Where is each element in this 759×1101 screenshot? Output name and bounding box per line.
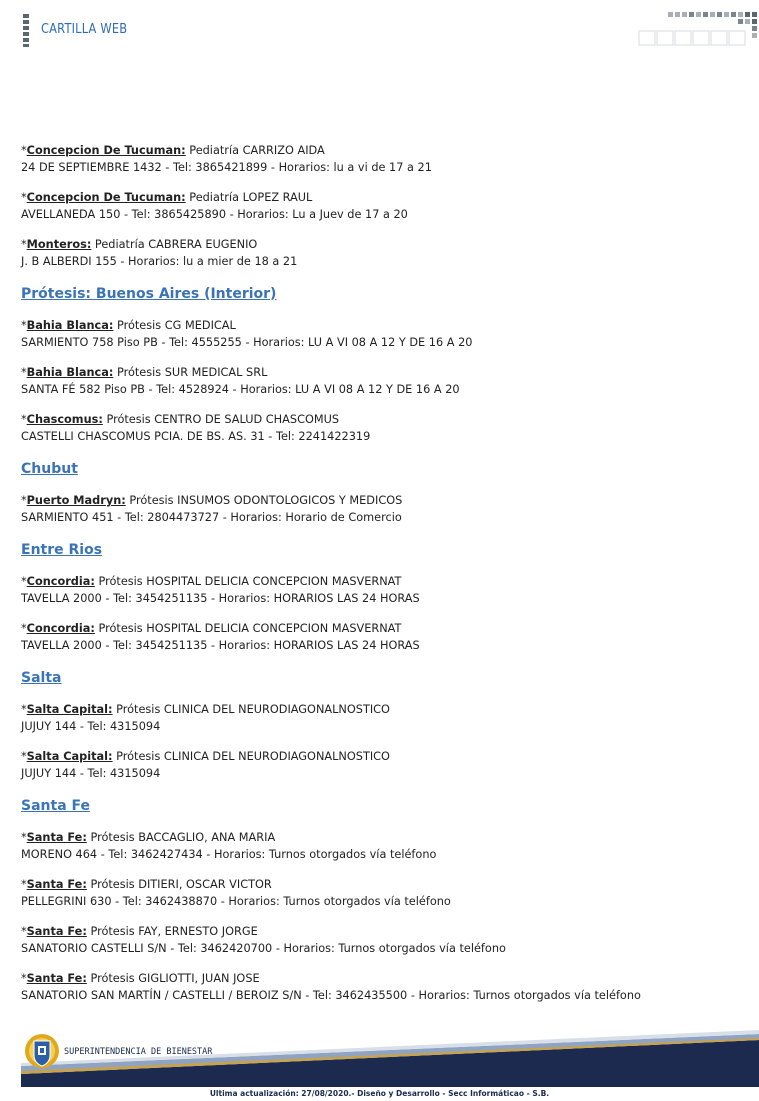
entry-detail: AVELLANEDA 150 - Tel: 3865425890 - Horarios: Lu a Juev de 17 a 20 xyxy=(21,208,408,221)
entry-description: Prótesis CLINICA DEL NEURODIAGONALNOSTICO xyxy=(112,703,390,716)
organization-logo xyxy=(24,1033,60,1069)
entry-description: Prótesis CG MEDICAL xyxy=(113,319,236,332)
list-item xyxy=(21,923,506,957)
entry-title-line: *Bahia Blanca: Prótesis SUR MEDICAL SRL xyxy=(21,366,268,379)
entry-title-line: *Santa Fe: Prótesis BACCAGLIO, ANA MARIA xyxy=(21,831,276,844)
entry-detail: CASTELLI CHASCOMUS PCIA. DE BS. AS. 31 - Tel: 2241422319 xyxy=(21,430,371,443)
footer-update-text: Ultima actualización: 27/08/2020.- Diseño y Desarrollo - Secc Informáticao - S.B. xyxy=(209,1089,550,1098)
entry-description: Prótesis HOSPITAL DELICIA CONCEPCION MASVERNAT xyxy=(94,575,402,588)
page-title: CARTILLA WEB xyxy=(41,22,128,37)
entry-title-line: *Concepcion De Tucuman: Pediatría LOPEZ RAUL xyxy=(21,191,313,204)
list-item xyxy=(21,492,402,526)
entry-city: Concepcion De Tucuman: xyxy=(26,144,186,157)
list-item xyxy=(21,829,436,863)
entry-city: Salta Capital: xyxy=(26,703,113,716)
entry-city: Chascomus: xyxy=(26,413,103,426)
section-heading: Prótesis: Buenos Aires (Interior) xyxy=(21,286,277,302)
entry-detail: SANATORIO SAN MARTÍN / CASTELLI / BEROIZ S/N - Tel: 3462435500 - Horarios: Turnos otorgados vía teléfono xyxy=(21,989,641,1002)
list-item xyxy=(21,317,472,351)
list-item xyxy=(21,748,390,782)
entry-description: Pediatría LOPEZ RAUL xyxy=(185,191,313,204)
header-bar-decoration xyxy=(23,14,29,47)
entry-city: Concepcion De Tucuman: xyxy=(26,191,186,204)
entry-description: Prótesis GIGLIOTTI, JUAN JOSE xyxy=(86,972,260,985)
entry-city: Santa Fe: xyxy=(26,925,87,938)
list-item xyxy=(21,970,641,1004)
entry-detail: TAVELLA 2000 - Tel: 3454251135 - Horarios: HORARIOS LAS 24 HORAS xyxy=(21,639,420,652)
entry-city: Santa Fe: xyxy=(26,831,87,844)
entry-city: Concordia: xyxy=(26,622,95,635)
entry-description: Prótesis CENTRO DE SALUD CHASCOMUS xyxy=(102,413,340,426)
list-item xyxy=(21,701,390,735)
entry-title-line: *Salta Capital: Prótesis CLINICA DEL NEURODIAGONALNOSTICO xyxy=(21,750,390,763)
entry-detail: 24 DE SEPTIEMBRE 1432 - Tel: 3865421899 - Horarios: lu a vi de 17 a 21 xyxy=(21,161,432,174)
entry-detail: SANTA FÉ 582 Piso PB - Tel: 4528924 - Horarios: LU A VI 08 A 12 Y DE 16 A 20 xyxy=(21,383,460,396)
entry-city: Bahia Blanca: xyxy=(26,319,114,332)
entry-description: Prótesis CLINICA DEL NEURODIAGONALNOSTICO xyxy=(112,750,390,763)
entry-description: Prótesis SUR MEDICAL SRL xyxy=(113,366,268,379)
entry-title-line: *Concordia: Prótesis HOSPITAL DELICIA CONCEPCION MASVERNAT xyxy=(21,575,402,588)
section-heading: Santa Fe xyxy=(21,798,91,814)
entry-detail: SARMIENTO 758 Piso PB - Tel: 4555255 - Horarios: LU A VI 08 A 12 Y DE 16 A 20 xyxy=(21,336,473,349)
entry-detail: SANATORIO CASTELLI S/N - Tel: 3462420700 - Horarios: Turnos otorgados vía teléfono xyxy=(21,942,506,955)
list-item xyxy=(21,364,460,398)
entry-detail: JUJUY 144 - Tel: 4315094 xyxy=(21,767,161,780)
entry-description: Prótesis DITIERI, OSCAR VICTOR xyxy=(86,878,272,891)
entry-city: Monteros: xyxy=(26,238,92,251)
list-item xyxy=(21,189,408,223)
entry-detail: JUJUY 144 - Tel: 4315094 xyxy=(21,720,161,733)
list-item xyxy=(21,876,451,910)
section-heading: Chubut xyxy=(21,461,78,477)
entry-city: Santa Fe: xyxy=(26,878,87,891)
entry-city: Bahia Blanca: xyxy=(26,366,114,379)
footer-banner-decoration xyxy=(21,1030,759,1087)
entry-title-line: *Concepcion De Tucuman: Pediatría CARRIZO AIDA xyxy=(21,144,325,157)
list-item xyxy=(21,236,297,270)
entry-description: Pediatría CABRERA EUGENIO xyxy=(91,238,258,251)
entry-description: Prótesis FAY, ERNESTO JORGE xyxy=(86,925,258,938)
entry-detail: PELLEGRINI 630 - Tel: 3462438870 - Horarios: Turnos otorgados vía teléfono xyxy=(21,895,451,908)
entry-description: Prótesis HOSPITAL DELICIA CONCEPCION MASVERNAT xyxy=(94,622,402,635)
entry-description: Prótesis BACCAGLIO, ANA MARIA xyxy=(86,831,276,844)
entry-title-line: *Concordia: Prótesis HOSPITAL DELICIA CONCEPCION MASVERNAT xyxy=(21,622,402,635)
section-heading: Salta xyxy=(21,670,62,686)
entry-detail: MORENO 464 - Tel: 3462427434 - Horarios: Turnos otorgados vía teléfono xyxy=(21,848,437,861)
entry-detail: SARMIENTO 451 - Tel: 2804473727 - Horarios: Horario de Comercio xyxy=(21,511,402,524)
list-item xyxy=(21,620,420,654)
organization-name: SUPERINTENDENCIA DE BIENESTAR xyxy=(64,1047,213,1057)
list-item xyxy=(21,411,370,445)
section-heading: Entre Rios xyxy=(21,542,103,558)
entry-city: Puerto Madryn: xyxy=(26,494,126,507)
entry-title-line: *Santa Fe: Prótesis DITIERI, OSCAR VICTOR xyxy=(21,878,272,891)
entry-title-line: *Puerto Madryn: Prótesis INSUMOS ODONTOLOGICOS Y MEDICOS xyxy=(21,494,403,507)
list-item xyxy=(21,573,420,607)
entry-city: Salta Capital: xyxy=(26,750,113,763)
entry-description: Prótesis INSUMOS ODONTOLOGICOS Y MEDICOS xyxy=(125,494,403,507)
list-item xyxy=(21,142,432,176)
entry-city: Santa Fe: xyxy=(26,972,87,985)
entry-detail: J. B ALBERDI 155 - Horarios: lu a mier de 18 a 21 xyxy=(21,255,298,268)
entry-title-line: *Santa Fe: Prótesis FAY, ERNESTO JORGE xyxy=(21,925,258,938)
entry-title-line: *Salta Capital: Prótesis CLINICA DEL NEURODIAGONALNOSTICO xyxy=(21,703,390,716)
entry-city: Concordia: xyxy=(26,575,95,588)
entry-detail: TAVELLA 2000 - Tel: 3454251135 - Horarios: HORARIOS LAS 24 HORAS xyxy=(21,592,420,605)
entry-description: Pediatría CARRIZO AIDA xyxy=(185,144,325,157)
entry-title-line: *Santa Fe: Prótesis GIGLIOTTI, JUAN JOSE xyxy=(21,972,260,985)
header-grid-decoration xyxy=(637,11,759,47)
entry-title-line: *Monteros: Pediatría CABRERA EUGENIO xyxy=(21,238,258,251)
entry-title-line: *Bahia Blanca: Prótesis CG MEDICAL xyxy=(21,319,236,332)
entry-title-line: *Chascomus: Prótesis CENTRO DE SALUD CHASCOMUS xyxy=(21,413,340,426)
